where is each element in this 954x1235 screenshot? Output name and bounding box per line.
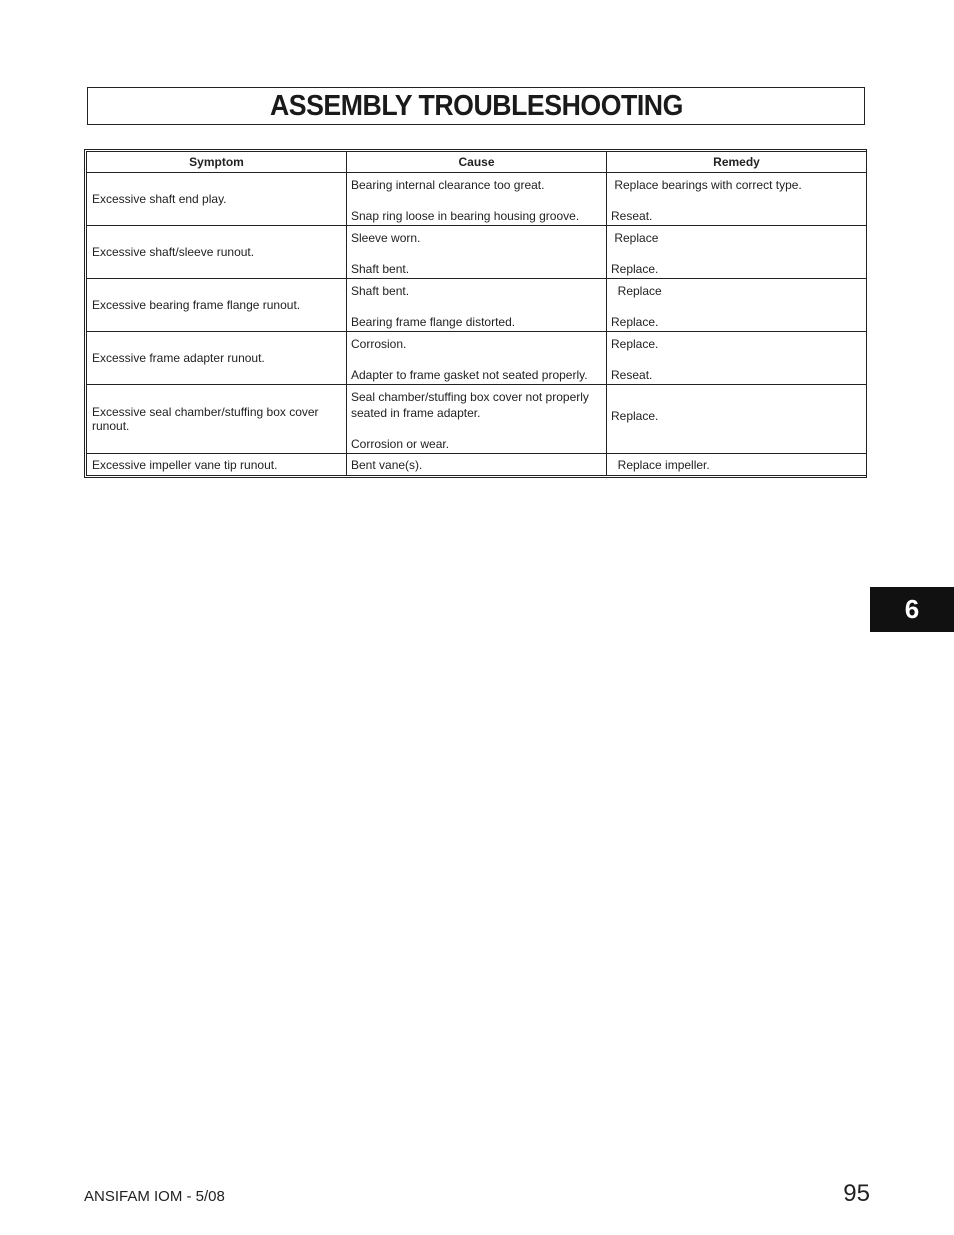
remedy-cell [607, 279, 867, 332]
cause-text: Snap ring loose in bearing housing groove. [351, 209, 580, 223]
symptom-cell: Excessive shaft end play. [87, 173, 347, 226]
section-tab: 6 [870, 587, 954, 632]
symptom-cell: Excessive bearing frame flange runout. [87, 279, 347, 332]
symptom-cell: Excessive seal chamber/stuffing box cover runout. [87, 385, 347, 454]
remedy-text: Replace [611, 231, 659, 245]
remedy-cell [607, 385, 867, 454]
cause-cell [347, 385, 607, 454]
table-row [87, 454, 867, 476]
table-row [87, 332, 867, 385]
title-box [87, 87, 865, 125]
cause-text: Shaft bent. [351, 262, 410, 276]
symptom-cell: Excessive frame adapter runout. [87, 332, 347, 385]
remedy-cell [607, 454, 867, 476]
remedy-text: Replace bearings with correct type. [611, 178, 802, 192]
cause-cell [347, 279, 607, 332]
cause-text: Sleeve worn. [351, 231, 421, 245]
table-row [87, 173, 867, 226]
cause-cell [347, 173, 607, 226]
page-number: 95 [843, 1180, 870, 1207]
remedy-text: Replace [611, 284, 662, 298]
remedy-text: Reseat. [611, 209, 653, 223]
header-cause: Cause [347, 152, 607, 173]
remedy-text: Replace. [611, 262, 659, 276]
remedy-cell [607, 332, 867, 385]
remedy-text [611, 385, 862, 389]
cause-text: Bearing internal clearance too great. [351, 178, 545, 192]
table-header-row [87, 152, 867, 173]
remedy-text: Replace. [611, 337, 659, 351]
table-row [87, 385, 867, 454]
cause-text: Corrosion. [351, 337, 407, 351]
symptom-cell: Excessive impeller vane tip runout. [87, 454, 347, 476]
remedy-text: Reseat. [611, 368, 653, 382]
table-row [87, 279, 867, 332]
remedy-cell [607, 226, 867, 279]
cause-text: Seal chamber/stuffing box cover not properly seated in frame adapter. [351, 390, 589, 420]
remedy-text: Replace. [611, 409, 659, 423]
cause-cell [347, 454, 607, 476]
cause-cell [347, 332, 607, 385]
header-remedy: Remedy [607, 152, 867, 173]
cause-text: Bent vane(s). [351, 457, 423, 472]
header-symptom: Symptom [87, 152, 347, 173]
remedy-text: Replace impeller. [611, 457, 710, 472]
symptom-cell: Excessive shaft/sleeve runout. [87, 226, 347, 279]
remedy-text: Replace. [611, 315, 659, 329]
cause-cell [347, 226, 607, 279]
cause-text: Bearing frame flange distorted. [351, 315, 516, 329]
cause-text: Corrosion or wear. [351, 437, 450, 451]
cause-text: Shaft bent. [351, 284, 410, 298]
remedy-cell [607, 173, 867, 226]
troubleshooting-table [84, 149, 867, 478]
cause-text: Adapter to frame gasket not seated properly. [351, 368, 588, 382]
page-title: ASSEMBLY TROUBLESHOOTING [269, 89, 683, 122]
footer-doc-id: ANSIFAM IOM - 5/08 [84, 1188, 225, 1205]
table-row [87, 226, 867, 279]
